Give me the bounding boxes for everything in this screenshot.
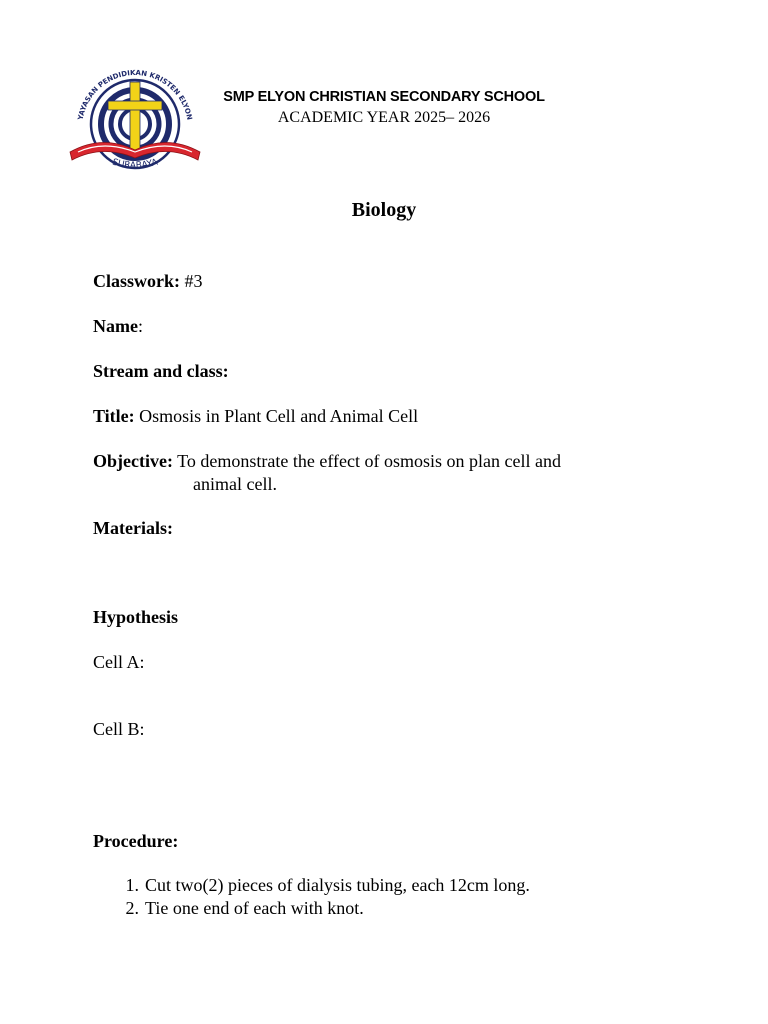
academic-year: ACADEMIC YEAR 2025– 2026: [277, 109, 491, 126]
stream-class-field: [93, 361, 229, 382]
step-number: 2.: [125, 898, 139, 918]
classwork-field: [93, 271, 203, 292]
objective-field: [93, 451, 561, 472]
procedure-step: [93, 875, 530, 898]
step-text: Cut two(2) pieces of dialysis tubing, each 12cm long.: [145, 875, 530, 895]
materials-label: Materials:: [93, 518, 173, 538]
logo-text-top: YAYASAN PENDIDIKAN KRISTEN ELYON: [76, 68, 194, 121]
step-text: Tie one end of each with knot.: [145, 898, 364, 918]
procedure-steps: [93, 875, 530, 921]
hypothesis-cell-b: Cell B:: [93, 719, 145, 739]
procedure-heading: Procedure:: [93, 831, 179, 851]
stream-class-label: Stream and class:: [93, 361, 229, 381]
objective-label: Objective:: [93, 451, 173, 471]
name-colon: :: [137, 316, 143, 336]
procedure-step: [93, 898, 530, 921]
logo-text-bottom: SURABAYA: [111, 157, 159, 172]
name-label: Name: [93, 316, 138, 336]
school-name: SMP ELYON CHRISTIAN SECONDARY SCHOOL: [223, 89, 545, 105]
objective-line-1: To demonstrate the effect of osmosis on plan cell and: [172, 451, 561, 471]
hypothesis-cell-a: Cell A:: [93, 652, 145, 672]
classwork-label: Classwork:: [93, 271, 181, 291]
step-number: 1.: [125, 875, 139, 895]
title-label: Title:: [93, 406, 135, 426]
subject-title: Biology: [351, 199, 417, 221]
name-field: [93, 316, 143, 337]
hypothesis-heading: Hypothesis: [93, 607, 179, 627]
title-value: Osmosis in Plant Cell and Animal Cell: [134, 406, 419, 426]
objective-line-2: animal cell.: [193, 474, 277, 494]
classwork-value: #3: [180, 271, 203, 291]
title-field: [93, 406, 418, 427]
